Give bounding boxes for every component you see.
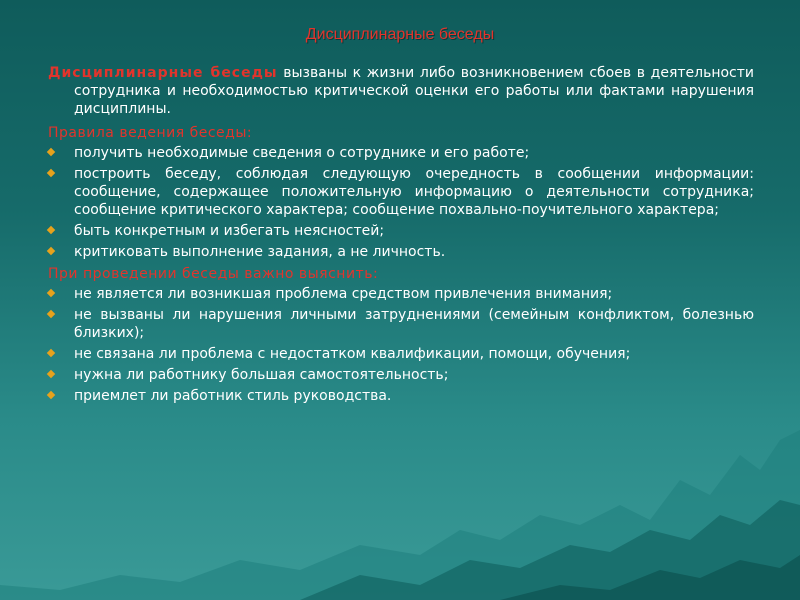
list-item <box>48 345 754 363</box>
diamond-bullet-icon <box>47 391 55 399</box>
section-heading-clarify: При проведении беседы важно выяснить: <box>48 266 379 282</box>
list-item-text: не является ли возникшая проблема средством привлечения внимания; <box>74 286 613 302</box>
slide-title: Дисциплинарные беседы <box>305 26 495 43</box>
diamond-bullet-icon <box>47 289 55 297</box>
list-item <box>48 243 754 261</box>
diamond-bullet-icon <box>47 247 55 255</box>
rules-list <box>48 144 754 261</box>
intro-lead: Дисциплинарные беседы <box>48 65 278 81</box>
slide-content <box>48 64 754 409</box>
intro-paragraph <box>48 64 754 118</box>
list-item <box>48 165 754 219</box>
diamond-bullet-icon <box>47 226 55 234</box>
list-item-text: критиковать выполнение задания, а не личность. <box>74 244 446 260</box>
section-heading-rules: Правила ведения беседы: <box>48 125 253 141</box>
diamond-bullet-icon <box>47 310 55 318</box>
list-item-text: нужна ли работнику большая самостоятельность; <box>74 367 449 383</box>
diamond-bullet-icon <box>47 169 55 177</box>
list-item <box>48 144 754 162</box>
diamond-bullet-icon <box>47 370 55 378</box>
diamond-bullet-icon <box>47 349 55 357</box>
list-item-text: построить беседу, соблюдая следующую очередность в сообщении информации: сообщение, содержащее положительную информацию о деятельности сотрудника; сообщение критического характера; сообщение похвально-поучительного характера; <box>74 166 754 218</box>
list-item <box>48 387 754 405</box>
list-item-text: быть конкретным и избегать неясностей; <box>74 223 385 239</box>
list-item-text: не связана ли проблема с недостатком квалификации, помощи, обучения; <box>74 346 631 362</box>
list-item-text: приемлет ли работник стиль руководства. <box>74 388 392 404</box>
list-item <box>48 306 754 342</box>
list-item <box>48 285 754 303</box>
list-item-text: не вызваны ли нарушения личными затруднениями (семейным конфликтом, болезнью близких); <box>74 307 754 341</box>
clarify-list <box>48 285 754 405</box>
list-item <box>48 222 754 240</box>
diamond-bullet-icon <box>47 148 55 156</box>
list-item <box>48 366 754 384</box>
list-item-text: получить необходимые сведения о сотруднике и его работе; <box>74 145 530 161</box>
intro-text: вызваны к жизни либо возникновением сбоев в деятельности сотрудника и необходимостью критической оценки его работы или фактами нарушения дисциплины. <box>74 65 755 117</box>
